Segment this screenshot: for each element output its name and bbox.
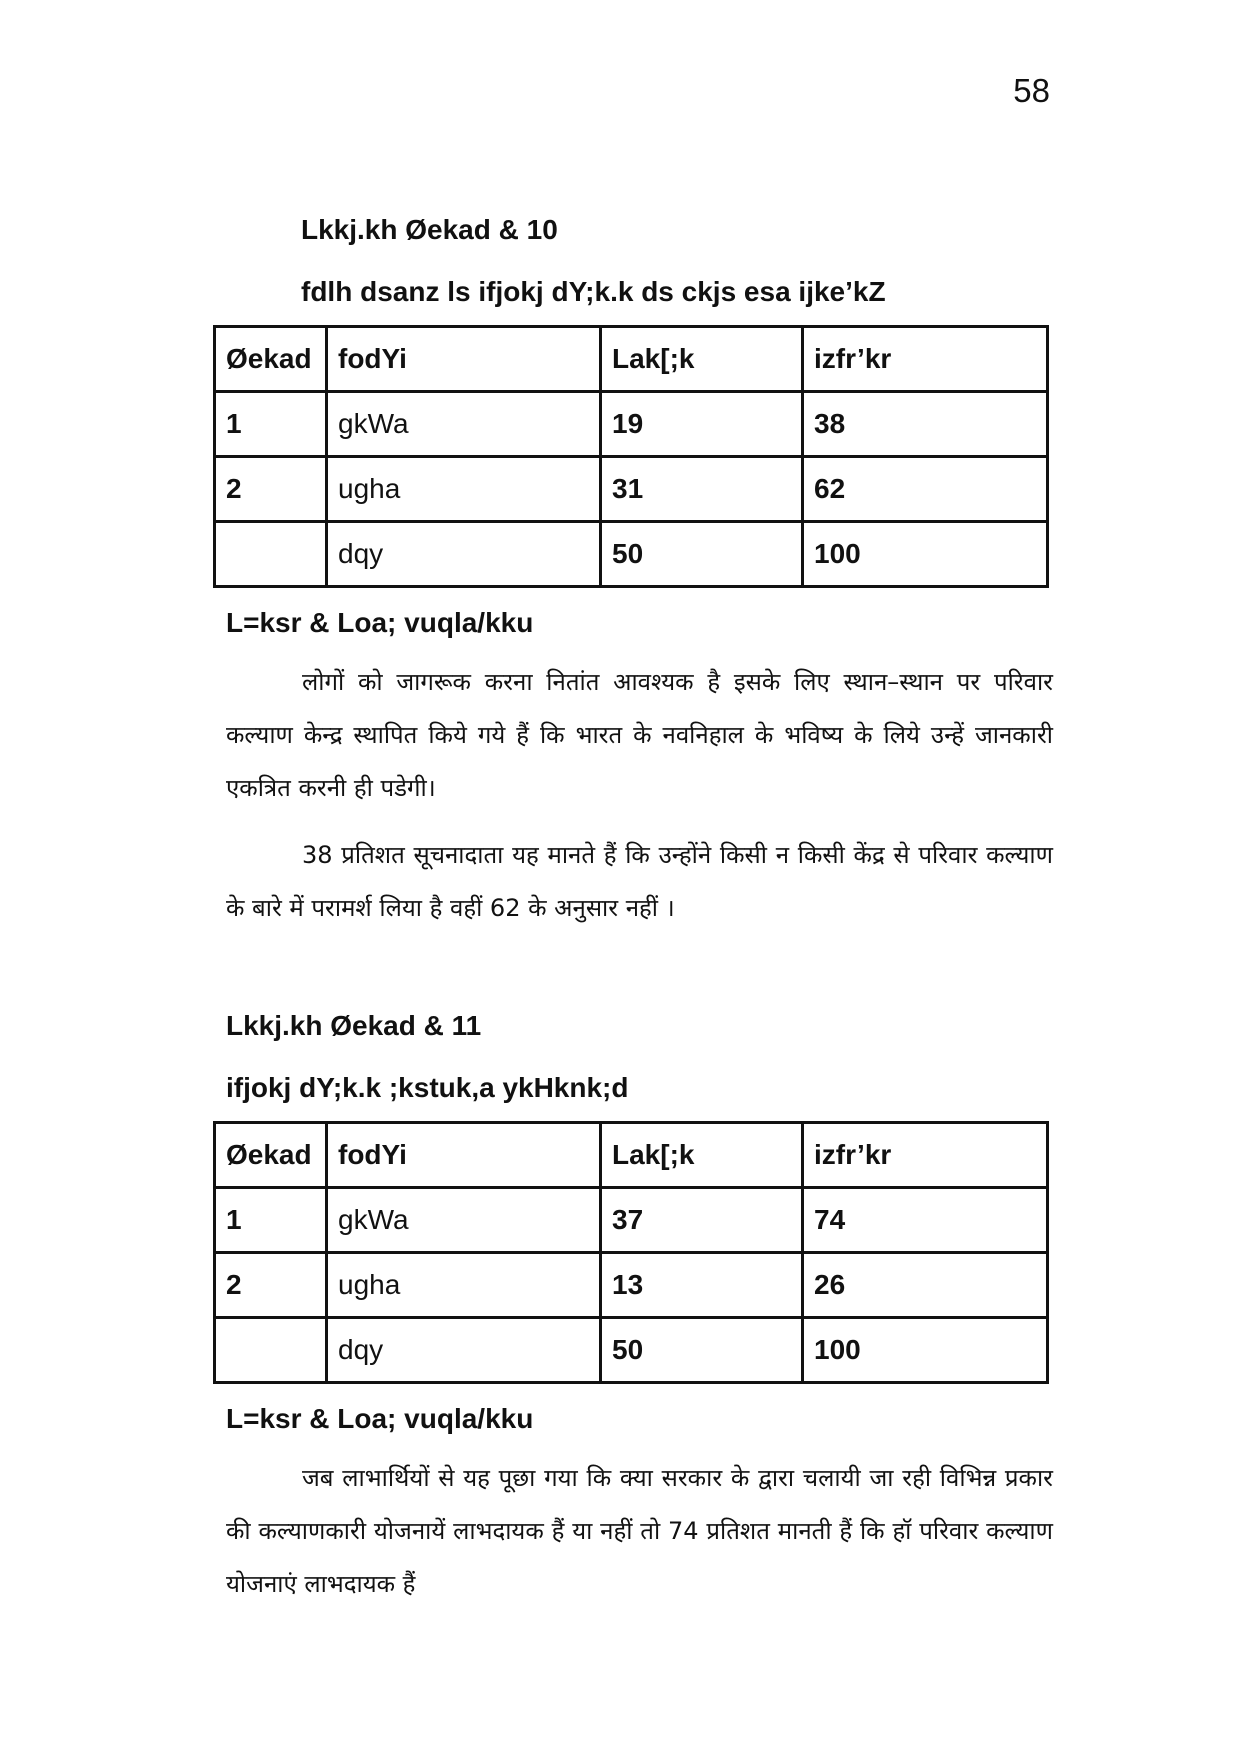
table-header-row	[215, 327, 1048, 392]
table-10	[213, 325, 1049, 588]
header-cell: Øekad	[215, 1123, 327, 1188]
header-cell: izfr’kr	[803, 327, 1048, 392]
table-cell: 37	[601, 1188, 803, 1253]
table-cell: 2	[215, 457, 327, 522]
table-cell: dqy	[327, 522, 601, 587]
table-cell: gkWa	[327, 1188, 601, 1253]
table-cell: 62	[803, 457, 1048, 522]
header-cell: izfr’kr	[803, 1123, 1048, 1188]
table-cell: 13	[601, 1253, 803, 1318]
table-row	[215, 1188, 1048, 1253]
header-cell: Lak[;k	[601, 327, 803, 392]
table-row	[215, 392, 1048, 457]
header-cell: Lak[;k	[601, 1123, 803, 1188]
header-cell: Øekad	[215, 327, 327, 392]
table-row	[215, 457, 1048, 522]
table-10-title: fdlh dsanz ls ifjokj dY;k.k ds ckjs esa ijke’kZ	[301, 276, 886, 307]
table-cell: 50	[601, 1318, 803, 1383]
paragraph-2-text: 38 प्रतिशत सूचनादाता यह मानते हैं कि उन्होंने किसी न किसी केंद्र से परिवार कल्याण के बारे में परामर्श लिया है वहीं 62 के अनुसार नहीं ।	[226, 841, 1053, 922]
table-cell: 31	[601, 457, 803, 522]
table-cell: 1	[215, 1188, 327, 1253]
header-cell: fodYi	[327, 1123, 601, 1188]
table-cell: 26	[803, 1253, 1048, 1318]
paragraph-3-text: जब लाभार्थियों से यह पूछा गया कि क्या सरकार के द्वारा चलायी जा रही विभिन्न प्रकार की कल्याणकारी योजनायें लाभदायक हैं या नहीं तो 74 प्रतिशत मानती हैं कि हॉ परिवार कल्याण योजनाएं लाभदायक हैं	[226, 1464, 1053, 1598]
table-cell: 100	[803, 522, 1048, 587]
table-cell: ugha	[327, 1253, 601, 1318]
table-cell: 100	[803, 1318, 1048, 1383]
table-row	[215, 522, 1048, 587]
table-header-row	[215, 1123, 1048, 1188]
table-row	[215, 1318, 1048, 1383]
table-cell: 19	[601, 392, 803, 457]
table-cell: ugha	[327, 457, 601, 522]
table-10-heading: Lkkj.kh Øekad & 10	[301, 214, 558, 245]
table-11-title: ifjokj dY;k.k ;kstuk,a ykHknk;d	[226, 1072, 629, 1103]
paragraph-1	[226, 656, 1053, 815]
table-cell: 38	[803, 392, 1048, 457]
page-number: 58	[1013, 72, 1050, 109]
table-cell: 50	[601, 522, 803, 587]
table-row	[215, 1253, 1048, 1318]
table-cell: gkWa	[327, 392, 601, 457]
paragraph-1-text: लोगों को जागरूक करना नितांत आवश्यक है इसके लिए स्थान–स्थान पर परिवार कल्याण केन्द्र स्थापित किये गये हैं कि भारत के नवनिहाल के भविष्य के लिये उन्हें जानकारी एकत्रित करनी ही पडेगी।	[226, 668, 1053, 802]
table-cell	[215, 1318, 327, 1383]
table-cell: 74	[803, 1188, 1048, 1253]
table-11-heading: Lkkj.kh Øekad & 11	[226, 1010, 482, 1041]
table-11	[213, 1121, 1049, 1384]
table-cell: dqy	[327, 1318, 601, 1383]
table-11-source: L=ksr & Loa; vuqla/kku	[226, 1403, 534, 1434]
paragraph-2	[226, 829, 1053, 935]
table-10-source: L=ksr & Loa; vuqla/kku	[226, 607, 534, 638]
paragraph-3	[226, 1452, 1053, 1611]
header-cell: fodYi	[327, 327, 601, 392]
table-cell: 1	[215, 392, 327, 457]
table-cell: 2	[215, 1253, 327, 1318]
table-cell	[215, 522, 327, 587]
